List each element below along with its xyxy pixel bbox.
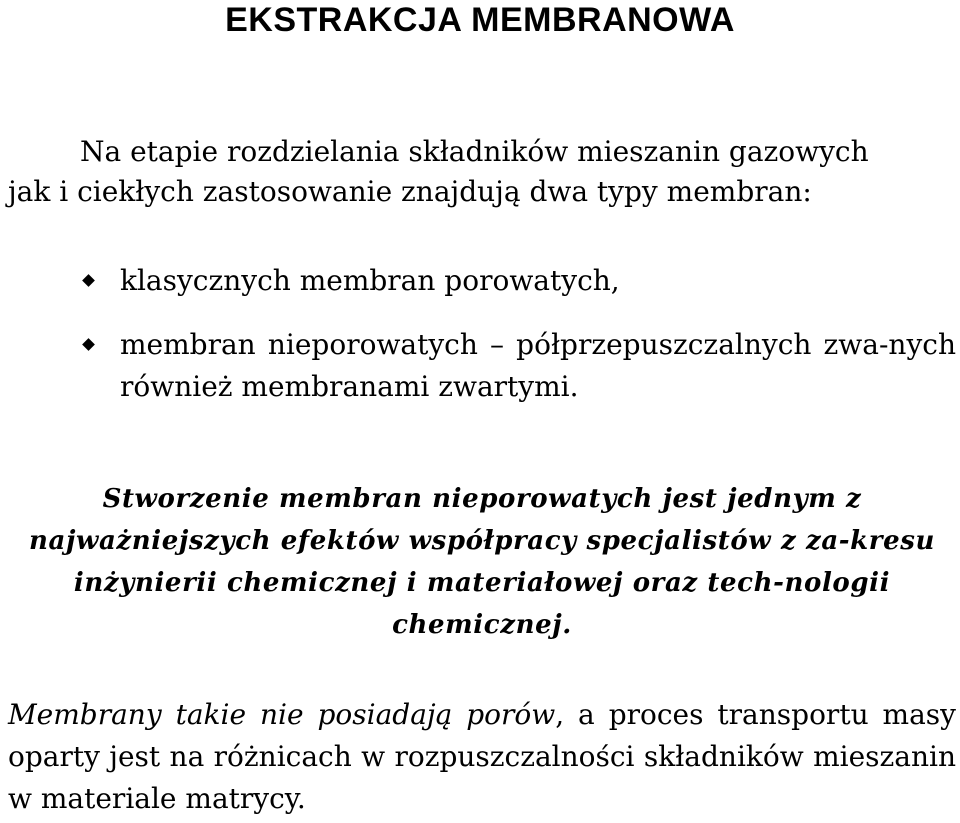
intro-line-1: Na etapie rozdzielania składników mieszanin gazowych [80,135,869,168]
closing-emphasis: Membrany takie nie posiadają porów [8,698,556,731]
list-item-text: membran nieporowatych – półprzepuszczalnych zwa-nych również membranami zwartymi. [120,328,956,403]
diamond-bullet-icon [82,338,95,351]
closing-paragraph [8,694,956,820]
diamond-bullet-icon [82,274,95,287]
intro-line-2: jak i ciekłych zastosowanie znajdują dwa typy membran: [8,175,812,208]
list-item [80,260,956,302]
intro-paragraph [8,132,956,212]
page-title: EKSTRAKCJA MEMBRANOWA [225,1,735,39]
closing-text: , a proces transportu masy oparty jest na różnicach w rozpuszczalności składników mieszanin w materiale matrycy. [8,698,956,815]
list-item [80,324,956,408]
list-item-text: klasycznych membran porowatych, [120,264,620,297]
membrane-types-list [80,260,956,408]
highlight-paragraph: Stworzenie membran nieporowatych jest jednym z najważniejszych efektów współpracy specjalistów z za-kresu inżynierii chemicznej i materiałowej oraz tech-nologii chemicznej. [29,484,935,640]
